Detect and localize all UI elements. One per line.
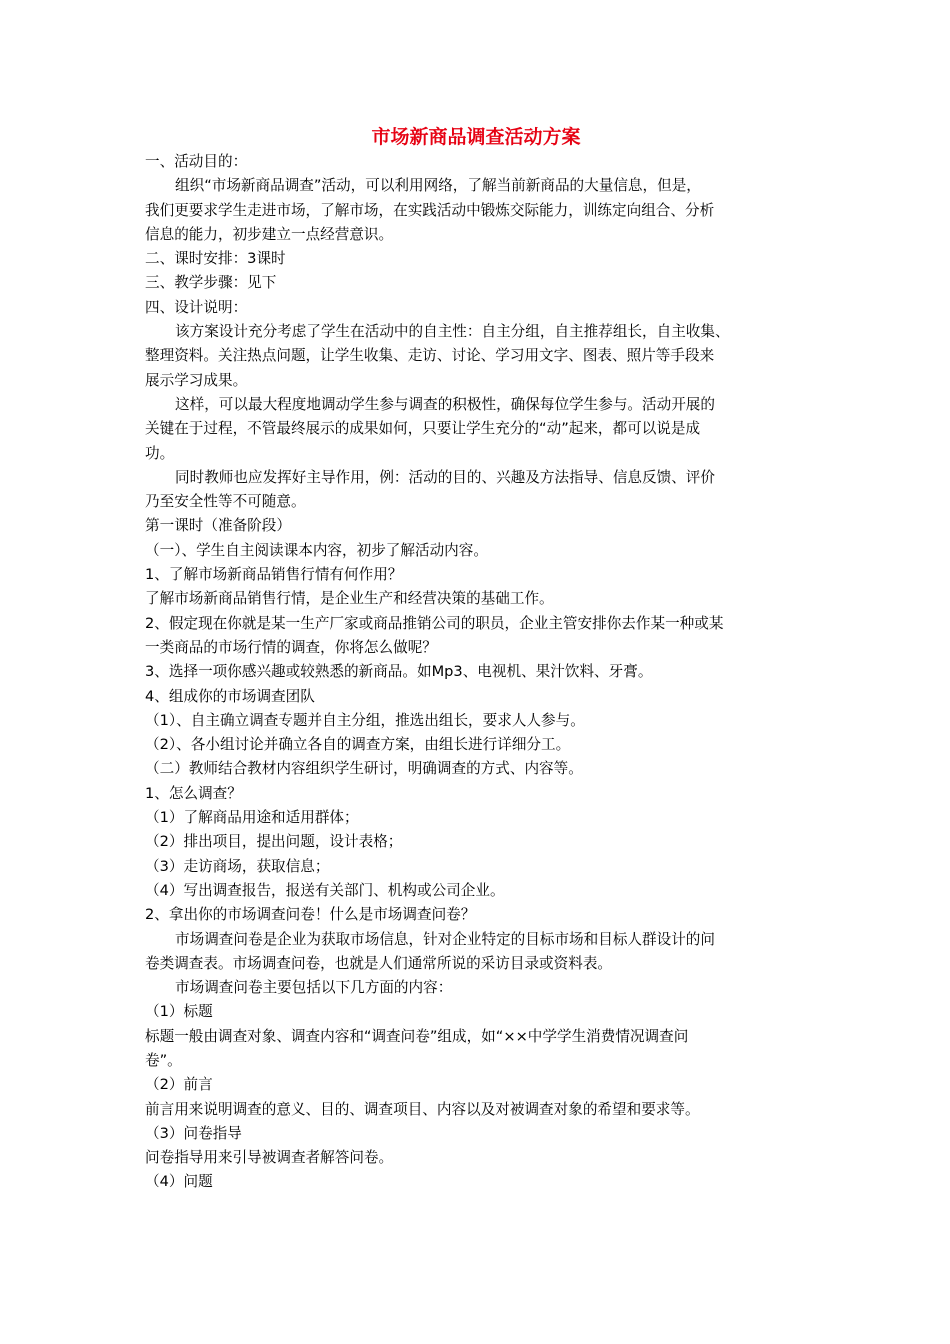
text-line: 1、怎么调查？ bbox=[145, 784, 242, 802]
text-line: 整理资料。关注热点问题，让学生收集、走访、讨论、学习用文字、图表、照片等手段来 bbox=[145, 347, 715, 365]
text-line: 第一课时（准备阶段） bbox=[145, 517, 291, 535]
text-line: （3）问卷指导 bbox=[145, 1124, 242, 1142]
text-line: 3、选择一项你感兴趣或较熟悉的新商品。如Mp3、电视机、果汁饮料、牙膏。 bbox=[145, 663, 653, 681]
text-line: 了解市场新商品销售行情，是企业生产和经营决策的基础工作。 bbox=[145, 590, 554, 608]
text-line: （4）写出调查报告，报送有关部门、机构或公司企业。 bbox=[145, 881, 505, 899]
text-line: 功。 bbox=[145, 444, 175, 462]
text-line: 这样，可以最大程度地调动学生参与调查的积极性，确保每位学生参与。活动开展的 bbox=[175, 395, 715, 413]
text-line: 该方案设计充分考虑了学生在活动中的自主性：自主分组，自主推荐组长，自主收集、 bbox=[175, 323, 730, 341]
text-line: 三、教学步骤：见下 bbox=[145, 274, 277, 292]
text-line: 关键在于过程，不管最终展示的成果如何，只要让学生充分的“动”起来，都可以说是成 bbox=[145, 420, 701, 438]
text-line: 标题一般由调查对象、调查内容和“调查问卷”组成，如“××中学学生消费情况调查问 bbox=[145, 1027, 689, 1045]
document-body bbox=[145, 150, 805, 1195]
text-line: 展示学习成果。 bbox=[145, 371, 248, 389]
document-title: 市场新商品调查活动方案 bbox=[371, 126, 581, 148]
text-line: 4、组成你的市场调查团队 bbox=[145, 687, 315, 705]
text-line: 1、了解市场新商品销售行情有何作用？ bbox=[145, 566, 403, 584]
text-line: 同时教师也应发挥好主导作用，例：活动的目的、兴趣及方法指导、信息反馈、评价 bbox=[175, 468, 715, 486]
text-line: （4）问题 bbox=[145, 1173, 213, 1191]
text-line: 卷”。 bbox=[145, 1051, 182, 1069]
text-line: （1）、自主确立调查专题并自主分组，推选出组长，要求人人参与。 bbox=[145, 711, 585, 729]
document-page bbox=[145, 124, 805, 1195]
text-line: 一、活动目的： bbox=[145, 153, 248, 170]
text-line: （2）排出项目，提出问题，设计表格； bbox=[145, 833, 403, 851]
text-line: （二）教师结合教材内容组织学生研讨，明确调查的方式、内容等。 bbox=[145, 760, 583, 778]
text-line: （2）、各小组讨论并确立各自的调查方案，由组长进行详细分工。 bbox=[145, 736, 571, 754]
text-line: 一类商品的市场行情的调查，你将怎么做呢？ bbox=[145, 638, 437, 656]
text-line: 四、设计说明： bbox=[145, 298, 248, 316]
text-line: 2、假定现在你就是某一生产厂家或商品推销公司的职员，企业主管安排你去作某一种或某 bbox=[145, 614, 724, 632]
text-line: 市场调查问卷是企业为获取市场信息，针对企业特定的目标市场和目标人群设计的问 bbox=[175, 930, 715, 948]
text-line: 2、拿出你的市场调查问卷！什么是市场调查问卷？ bbox=[145, 906, 476, 924]
text-line: 乃至安全性等不可随意。 bbox=[145, 493, 306, 511]
text-line: （3）走访商场，获取信息； bbox=[145, 857, 330, 875]
text-line: 市场调查问卷主要包括以下几方面的内容： bbox=[175, 979, 453, 997]
text-line: （一）、学生自主阅读课本内容，初步了解活动内容。 bbox=[145, 541, 488, 559]
text-line: 卷类调查表。市场调查问卷，也就是人们通常所说的采访目录或资料表。 bbox=[145, 954, 613, 972]
text-line: 二、课时安排：3课时 bbox=[145, 250, 286, 268]
text-line: （2）前言 bbox=[145, 1076, 213, 1094]
text-line: （1）标题 bbox=[145, 1003, 213, 1021]
text-line: （1）了解商品用途和适用群体； bbox=[145, 809, 359, 827]
text-line: 前言用来说明调查的意义、目的、调查项目、内容以及对被调查对象的希望和要求等。 bbox=[145, 1100, 700, 1118]
text-line: 信息的能力，初步建立一点经营意识。 bbox=[145, 225, 394, 243]
text-line: 我们更要求学生走进市场，了解市场，在实践活动中锻炼交际能力，训练定向组合、分析 bbox=[145, 201, 715, 219]
text-line: 问卷指导用来引导被调查者解答问卷。 bbox=[145, 1149, 394, 1167]
text-line: 组织“市场新商品调查”活动，可以利用网络，了解当前新商品的大量信息，但是， bbox=[175, 177, 701, 195]
